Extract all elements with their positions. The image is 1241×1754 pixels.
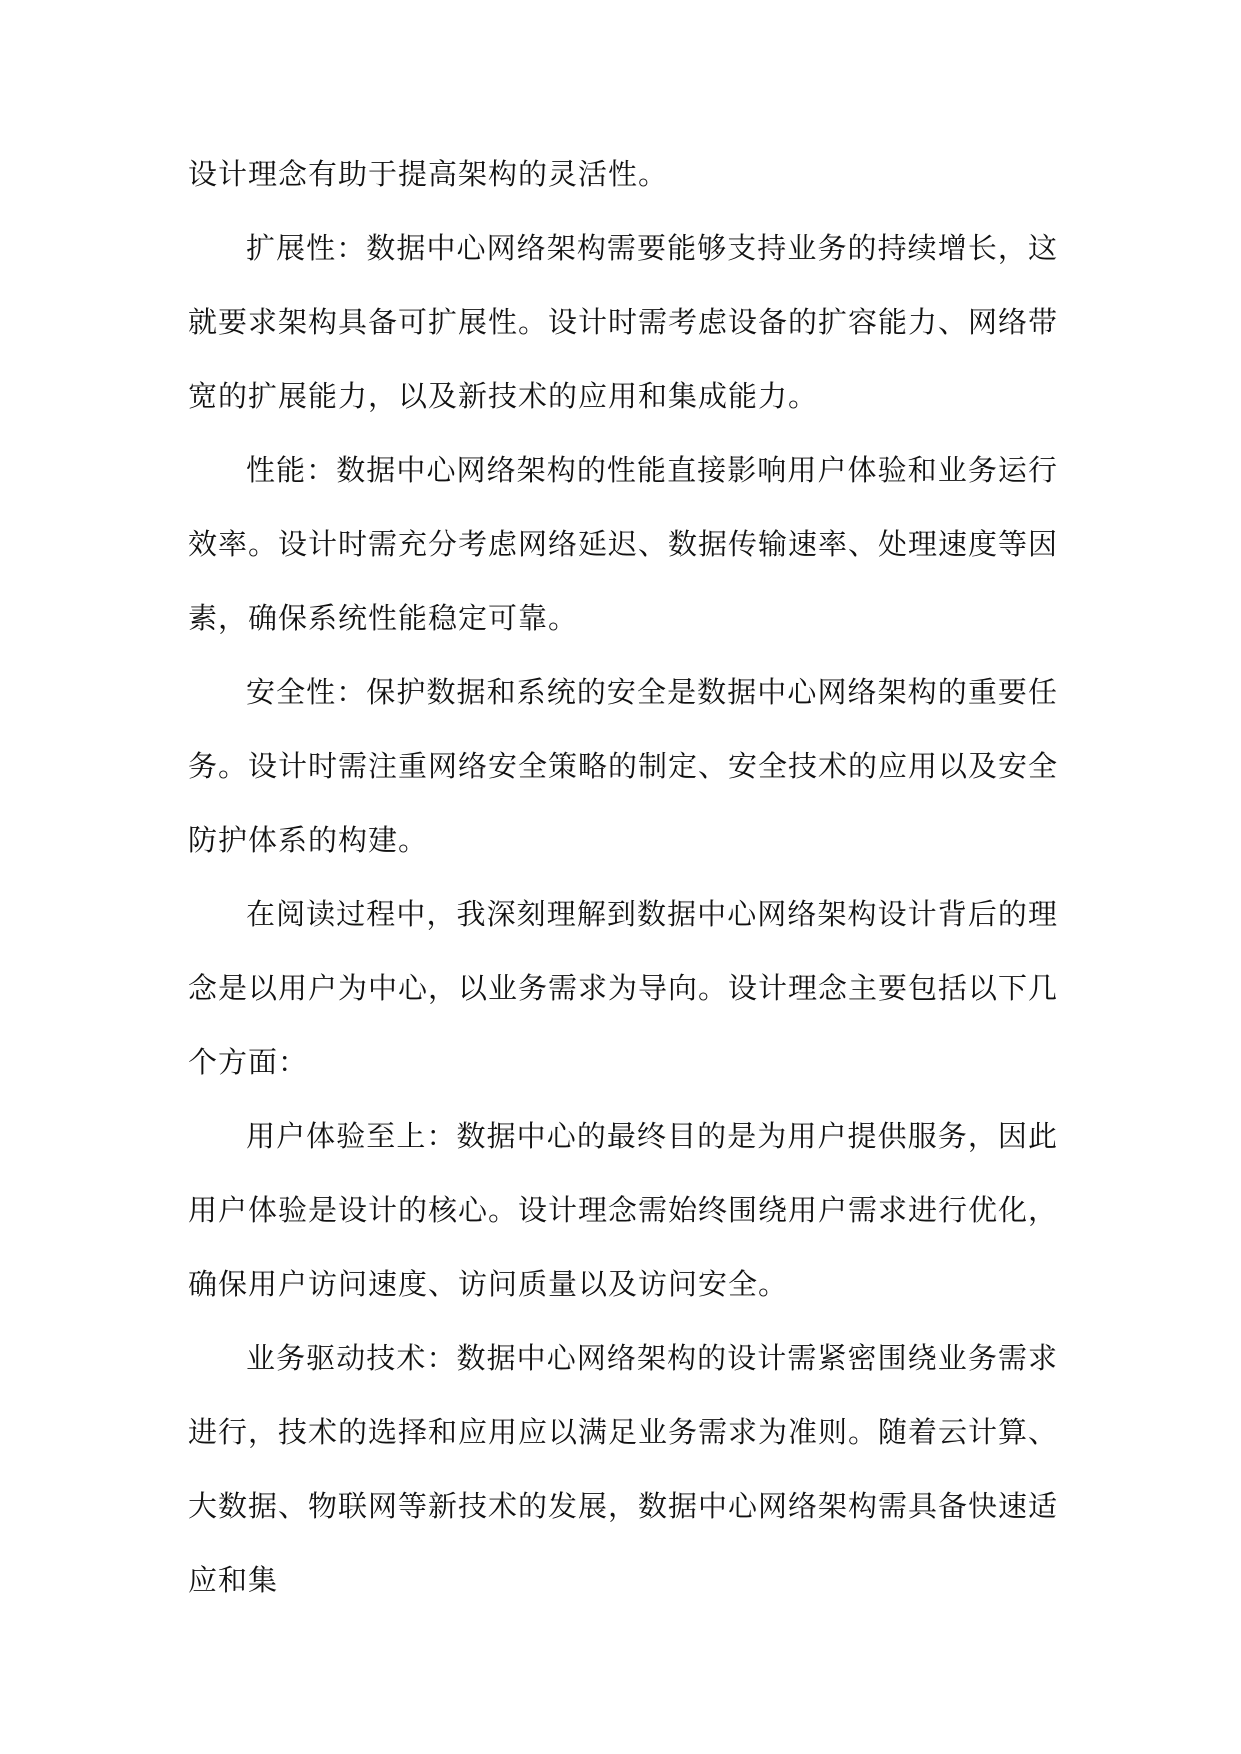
paragraph-security: 安全性：保护数据和系统的安全是数据中心网络架构的重要任务。设计时需注重网络安全策略的制定、安全技术的应用以及安全防护体系的构建。 <box>188 675 1059 857</box>
paragraph-continuation: 设计理念有助于提高架构的灵活性。 <box>188 157 669 191</box>
paragraph-business-driven: 业务驱动技术：数据中心网络架构的设计需紧密围绕业务需求进行，技术的选择和应用应以满足业务需求为准则。随着云计算、大数据、物联网等新技术的发展，数据中心网络架构需具备快速适应和集 <box>188 1341 1059 1597</box>
document-body <box>188 137 1058 1617</box>
paragraph-performance: 性能：数据中心网络架构的性能直接影响用户体验和业务运行效率。设计时需充分考虑网络延迟、数据传输速率、处理速度等因素，确保系统性能稳定可靠。 <box>188 453 1059 635</box>
paragraph-scalability: 扩展性：数据中心网络架构需要能够支持业务的持续增长，这就要求架构具备可扩展性。设计时需考虑设备的扩容能力、网络带宽的扩展能力，以及新技术的应用和集成能力。 <box>188 231 1059 413</box>
paragraph-user-experience: 用户体验至上：数据中心的最终目的是为用户提供服务，因此用户体验是设计的核心。设计理念需始终围绕用户需求进行优化，确保用户访问速度、访问质量以及访问安全。 <box>188 1119 1059 1301</box>
paragraph-design-philosophy: 在阅读过程中，我深刻理解到数据中心网络架构设计背后的理念是以用户为中心，以业务需求为导向。设计理念主要包括以下几个方面： <box>188 897 1059 1079</box>
